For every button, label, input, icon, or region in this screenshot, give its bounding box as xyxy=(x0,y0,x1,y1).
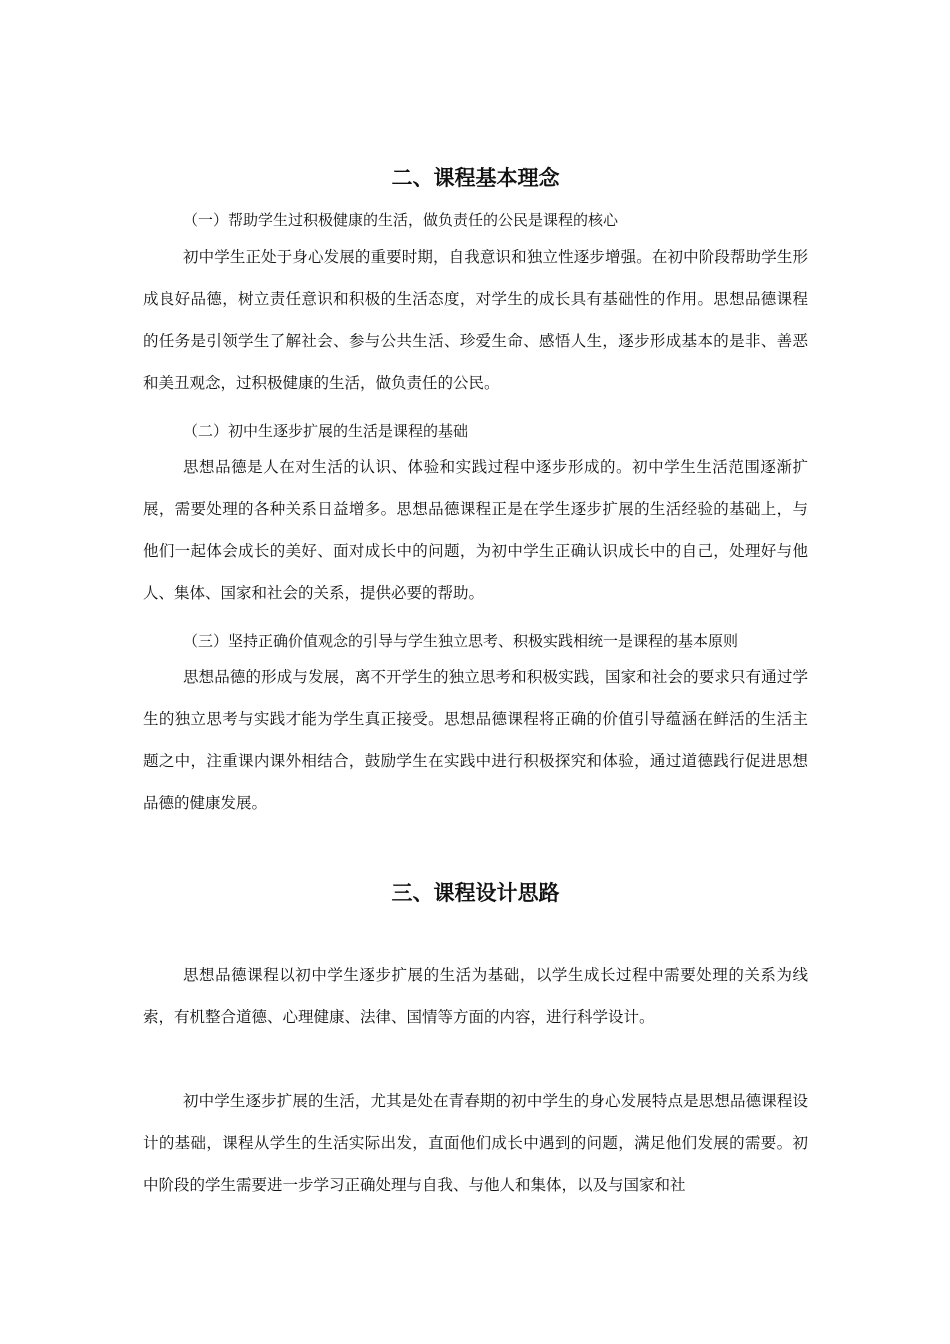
paragraph-2: 思想品德是人在对生活的认识、体验和实践过程中逐步形成的。初中学生生活范围逐渐扩展，需要处理的各种关系日益增多。思想品德课程正是在学生逐步扩展的生活经验的基础上，与他们一起体会成长的美好、面对成长中的问题，为初中学生正确认识成长中的自己，处理好与他人、集体、国家和社会的关系，提供必要的帮助。 xyxy=(143,458,808,602)
paragraph-5: 初中学生逐步扩展的生活，尤其是处在青春期的初中学生的身心发展特点是思想品德课程设计的基础，课程从学生的生活实际出发，直面他们成长中遇到的问题，满足他们发展的需要。初中阶段的学生需要进一步学习正确处理与自我、与他人和集体，以及与国家和社 xyxy=(143,1092,808,1194)
paragraph-1: 初中学生正处于身心发展的重要时期，自我意识和独立性逐步增强。在初中阶段帮助学生形成良好品德，树立责任意识和积极的生活态度，对学生的成长具有基础性的作用。思想品德课程的任务是引领学生了解社会、参与公共生活、珍爱生命、感悟人生，逐步形成基本的是非、善恶和美丑观念，过积极健康的生活，做负责任的公民。 xyxy=(143,248,808,392)
section-heading-course-design: 三、课程设计思路 xyxy=(391,881,560,905)
paragraph-3: 思想品德的形成与发展，离不开学生的独立思考和积极实践，国家和社会的要求只有通过学生的独立思考与实践才能为学生真正接受。思想品德课程将正确的价值引导蕴涵在鲜活的生活主题之中，注重课内课外相结合，鼓励学生在实践中进行积极探究和体验，通过道德践行促进思想品德的健康发展。 xyxy=(143,668,808,812)
paragraph-4: 思想品德课程以初中学生逐步扩展的生活为基础，以学生成长过程中需要处理的关系为线索，有机整合道德、心理健康、法律、国情等方面的内容，进行科学设计。 xyxy=(143,966,808,1026)
section-heading-course-philosophy: 二、课程基本理念 xyxy=(391,166,560,190)
subheading-3: （三）坚持正确价值观念的引导与学生独立思考、积极实践相统一是课程的基本原则 xyxy=(183,632,739,650)
subheading-2: （二）初中生逐步扩展的生活是课程的基础 xyxy=(183,422,469,440)
subheading-1: （一）帮助学生过积极健康的生活，做负责任的公民是课程的核心 xyxy=(183,211,619,229)
